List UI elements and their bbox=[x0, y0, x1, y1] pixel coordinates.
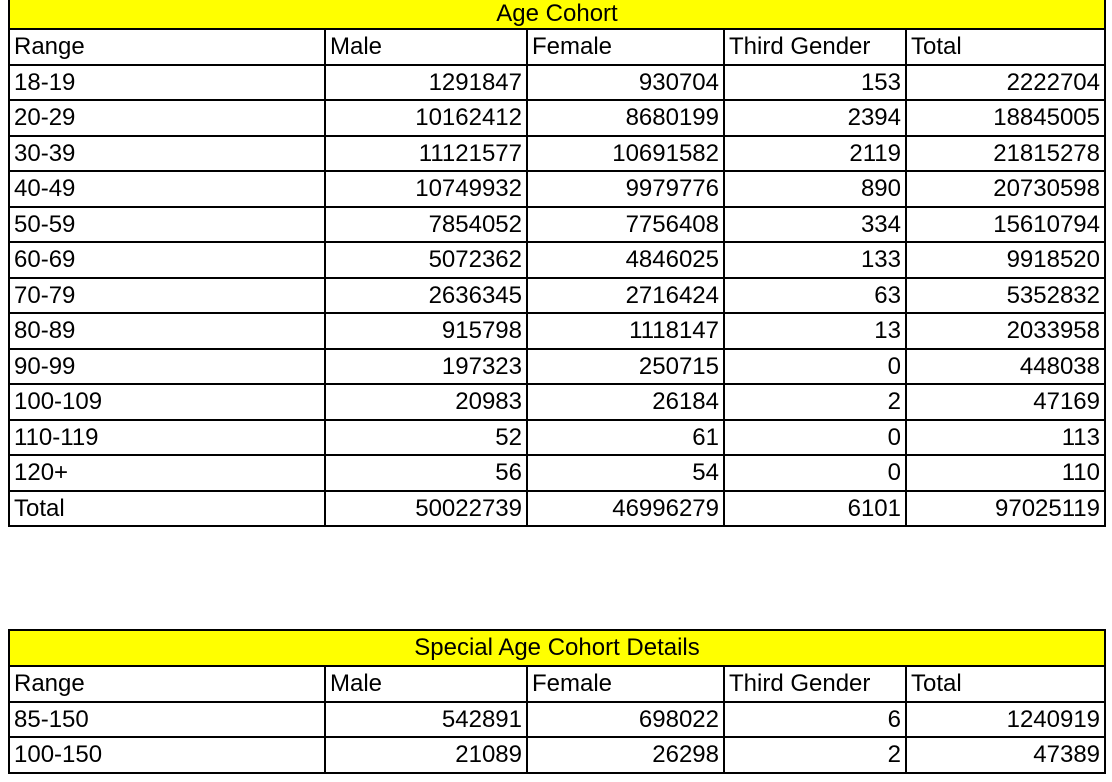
table-title-row bbox=[9, 0, 1105, 29]
range-cell: 60-69 bbox=[9, 242, 325, 278]
header-row bbox=[9, 29, 1105, 65]
value-cell: 7756408 bbox=[527, 207, 724, 243]
value-cell: 334 bbox=[724, 207, 906, 243]
table-row bbox=[9, 171, 1105, 207]
table-row bbox=[9, 242, 1105, 278]
value-cell: 9918520 bbox=[906, 242, 1105, 278]
value-cell: 113 bbox=[906, 420, 1105, 456]
range-cell: 100-150 bbox=[9, 737, 325, 773]
column-header: Third Gender bbox=[724, 666, 906, 702]
value-cell: 5352832 bbox=[906, 278, 1105, 314]
value-cell: 1118147 bbox=[527, 313, 724, 349]
value-cell: 1291847 bbox=[325, 65, 527, 101]
table-row bbox=[9, 737, 1105, 773]
value-cell: 2033958 bbox=[906, 313, 1105, 349]
value-cell: 2716424 bbox=[527, 278, 724, 314]
value-cell: 542891 bbox=[325, 702, 527, 738]
table-row bbox=[9, 491, 1105, 527]
value-cell: 21089 bbox=[325, 737, 527, 773]
value-cell: 197323 bbox=[325, 349, 527, 385]
value-cell: 448038 bbox=[906, 349, 1105, 385]
range-cell: 18-19 bbox=[9, 65, 325, 101]
value-cell: 56 bbox=[325, 455, 527, 491]
table-row bbox=[9, 65, 1105, 101]
value-cell: 47389 bbox=[906, 737, 1105, 773]
table-row bbox=[9, 384, 1105, 420]
value-cell: 10749932 bbox=[325, 171, 527, 207]
table-title-row bbox=[9, 630, 1105, 666]
value-cell: 153 bbox=[724, 65, 906, 101]
value-cell: 2636345 bbox=[325, 278, 527, 314]
value-cell: 133 bbox=[724, 242, 906, 278]
value-cell: 61 bbox=[527, 420, 724, 456]
table-row bbox=[9, 313, 1105, 349]
range-cell: 85-150 bbox=[9, 702, 325, 738]
table-row bbox=[9, 100, 1105, 136]
value-cell: 21815278 bbox=[906, 136, 1105, 172]
table-row bbox=[9, 702, 1105, 738]
table-title: Special Age Cohort Details bbox=[9, 630, 1105, 666]
value-cell: 47169 bbox=[906, 384, 1105, 420]
value-cell: 2119 bbox=[724, 136, 906, 172]
value-cell: 915798 bbox=[325, 313, 527, 349]
range-cell: 90-99 bbox=[9, 349, 325, 385]
table-row bbox=[9, 207, 1105, 243]
value-cell: 20983 bbox=[325, 384, 527, 420]
table-row bbox=[9, 349, 1105, 385]
value-cell: 54 bbox=[527, 455, 724, 491]
value-cell: 2 bbox=[724, 384, 906, 420]
value-cell: 18845005 bbox=[906, 100, 1105, 136]
column-header: Range bbox=[9, 666, 325, 702]
value-cell: 11121577 bbox=[325, 136, 527, 172]
value-cell: 110 bbox=[906, 455, 1105, 491]
range-cell: 70-79 bbox=[9, 278, 325, 314]
value-cell: 0 bbox=[724, 349, 906, 385]
column-header: Female bbox=[527, 666, 724, 702]
value-cell: 8680199 bbox=[527, 100, 724, 136]
value-cell: 6101 bbox=[724, 491, 906, 527]
range-cell: Total bbox=[9, 491, 325, 527]
special-age-cohort-table bbox=[8, 629, 1106, 774]
column-header: Total bbox=[906, 29, 1105, 65]
range-cell: 50-59 bbox=[9, 207, 325, 243]
column-header: Male bbox=[325, 29, 527, 65]
value-cell: 2394 bbox=[724, 100, 906, 136]
value-cell: 26298 bbox=[527, 737, 724, 773]
column-header: Total bbox=[906, 666, 1105, 702]
value-cell: 50022739 bbox=[325, 491, 527, 527]
value-cell: 0 bbox=[724, 420, 906, 456]
value-cell: 10162412 bbox=[325, 100, 527, 136]
column-header: Male bbox=[325, 666, 527, 702]
column-header: Female bbox=[527, 29, 724, 65]
value-cell: 10691582 bbox=[527, 136, 724, 172]
age-cohort-table bbox=[8, 0, 1106, 527]
value-cell: 13 bbox=[724, 313, 906, 349]
value-cell: 5072362 bbox=[325, 242, 527, 278]
value-cell: 930704 bbox=[527, 65, 724, 101]
value-cell: 15610794 bbox=[906, 207, 1105, 243]
value-cell: 52 bbox=[325, 420, 527, 456]
value-cell: 890 bbox=[724, 171, 906, 207]
range-cell: 100-109 bbox=[9, 384, 325, 420]
value-cell: 97025119 bbox=[906, 491, 1105, 527]
range-cell: 30-39 bbox=[9, 136, 325, 172]
value-cell: 63 bbox=[724, 278, 906, 314]
range-cell: 20-29 bbox=[9, 100, 325, 136]
range-cell: 80-89 bbox=[9, 313, 325, 349]
value-cell: 6 bbox=[724, 702, 906, 738]
value-cell: 7854052 bbox=[325, 207, 527, 243]
value-cell: 46996279 bbox=[527, 491, 724, 527]
value-cell: 1240919 bbox=[906, 702, 1105, 738]
column-header: Third Gender bbox=[724, 29, 906, 65]
table-row bbox=[9, 420, 1105, 456]
column-header: Range bbox=[9, 29, 325, 65]
header-row bbox=[9, 666, 1105, 702]
table-row bbox=[9, 278, 1105, 314]
value-cell: 9979776 bbox=[527, 171, 724, 207]
table-title: Age Cohort bbox=[9, 0, 1105, 29]
value-cell: 2222704 bbox=[906, 65, 1105, 101]
value-cell: 0 bbox=[724, 455, 906, 491]
value-cell: 26184 bbox=[527, 384, 724, 420]
table-row bbox=[9, 136, 1105, 172]
range-cell: 110-119 bbox=[9, 420, 325, 456]
value-cell: 20730598 bbox=[906, 171, 1105, 207]
value-cell: 2 bbox=[724, 737, 906, 773]
table-row bbox=[9, 455, 1105, 491]
value-cell: 4846025 bbox=[527, 242, 724, 278]
range-cell: 120+ bbox=[9, 455, 325, 491]
range-cell: 40-49 bbox=[9, 171, 325, 207]
value-cell: 698022 bbox=[527, 702, 724, 738]
value-cell: 250715 bbox=[527, 349, 724, 385]
